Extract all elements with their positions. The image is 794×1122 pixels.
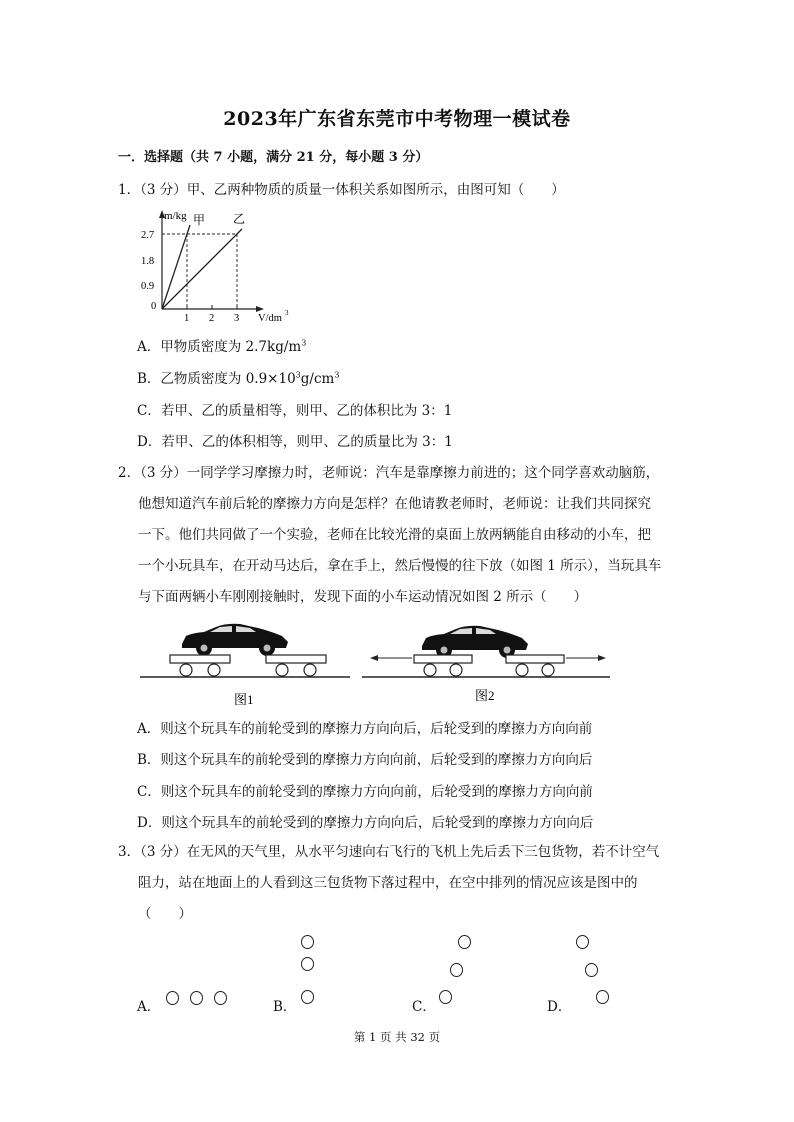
- q1-option-c: C．若甲、乙的质量相等，则甲、乙的体积比为 3：1: [137, 403, 453, 419]
- series-label-jia: 甲: [193, 213, 206, 227]
- cargo-circle: [301, 957, 314, 971]
- figure2-label: 图2: [475, 688, 495, 703]
- paper-title: 2023年广东省东莞市中考物理一模试卷: [223, 108, 571, 130]
- x-axis-label-exponent: 3: [285, 309, 289, 317]
- series-jia-line: [162, 225, 190, 309]
- q2-option-b: B．则这个玩具车的前轮受到的摩擦力方向向前，后轮受到的摩擦力方向向后: [137, 752, 593, 768]
- q3-option-a-label: A．: [137, 999, 161, 1015]
- x-tick-label: 1: [184, 313, 190, 324]
- cart-left-figure1: [170, 655, 230, 663]
- series-label-yi: 乙: [233, 212, 246, 226]
- q2-option-d: D．则这个玩具车的前轮受到的摩擦力方向向后，后轮受到的摩擦力方向向后: [137, 815, 594, 831]
- q1-mass-volume-graph: [136, 208, 296, 330]
- q3-option-c-label: C．: [412, 999, 436, 1015]
- cargo-circle: [439, 990, 452, 1004]
- cargo-circle: [576, 935, 589, 949]
- y-tick-label: 0.9: [141, 281, 155, 292]
- cargo-circle: [301, 935, 314, 949]
- x-axis-label: V/dm: [258, 313, 282, 324]
- figure1-label: 图1: [234, 692, 254, 707]
- series-yi-line: [162, 229, 242, 309]
- cargo-circle: [585, 963, 598, 977]
- y-tick-label: 2.7: [141, 230, 155, 241]
- q3-option-d-label: D．: [547, 999, 572, 1015]
- left-arrow-head: [370, 655, 378, 661]
- x-tick-label: 2: [209, 313, 215, 324]
- x-tick-label: 3: [234, 313, 240, 324]
- y-tick-label: 1.8: [141, 256, 155, 267]
- toy-car-figure1: [182, 624, 288, 656]
- x-axis-arrow: [256, 306, 264, 312]
- y-axis-label: m/kg: [164, 210, 187, 222]
- q2-stem: 2．（3 分）一同学学习摩擦力时，老师说：汽车是靠摩擦力前进的；这个同学喜欢动脑筋， 他想知道汽车前后轮的摩擦力方向是怎样？在他请教老师时，老师说：让我们共同探究 一下。他们共同做了一个实验，老师在比较光滑的桌面上放两辆能自由移动的小车，把 一个小玩具车，在开动马达后，拿在手上，然后慢慢的往下放（如图 1 所示），当玩具车 与下面两辆小车刚刚接触时，发现下面的小车运动情况如图 2 所示（ ）: [118, 465, 662, 605]
- q2-option-c: C．则这个玩具车的前轮受到的摩擦力方向向前，后轮受到的摩擦力方向向前: [137, 784, 593, 800]
- page-footer: 第 1 页 共 32 页: [353, 1030, 441, 1044]
- right-arrow-head: [598, 655, 606, 661]
- cargo-circle: [450, 963, 463, 977]
- q2-option-a: A．则这个玩具车的前轮受到的摩擦力方向向后，后轮受到的摩擦力方向向前: [137, 721, 593, 737]
- cart-right-figure1: [266, 655, 326, 663]
- cargo-circle: [190, 991, 203, 1005]
- q3-option-b-label: B．: [273, 999, 297, 1015]
- y-tick-label: 0: [151, 301, 157, 312]
- cargo-circle: [596, 990, 609, 1004]
- toy-car-figure2: [422, 626, 528, 658]
- cart-left-figure2: [414, 655, 472, 663]
- q2-figure: [140, 612, 610, 712]
- cargo-circle: [458, 935, 471, 949]
- q1-stem: 1．（3 分）甲、乙两种物质的质量一体积关系如图所示，由图可知（ ）: [118, 182, 565, 198]
- cargo-circle: [166, 991, 179, 1005]
- cart-right-figure2: [506, 655, 564, 663]
- q3-stem: 3．（3 分）在无风的天气里，从水平匀速向右飞行的飞机上先后丢下三包货物，若不计空气 阻力，站在地面上的人看到这三包货物下落过程中，在空中排列的情况应该是图中的 （ ）: [118, 844, 660, 922]
- q1-option-b: B．乙物质密度为 $0.9\times 10^3g/cm^3$: [137, 370, 340, 387]
- cargo-circle: [301, 990, 314, 1004]
- q1-option-a: A．甲物质密度为 $2.7kg/m^3$: [137, 338, 307, 355]
- q1-option-d: D．若甲、乙的体积相等，则甲、乙的质量比为 3：1: [137, 434, 453, 450]
- section-heading: 一．选择题（共 7 小题，满分 21 分，每小题 3 分）: [118, 150, 429, 165]
- cargo-circle: [214, 991, 227, 1005]
